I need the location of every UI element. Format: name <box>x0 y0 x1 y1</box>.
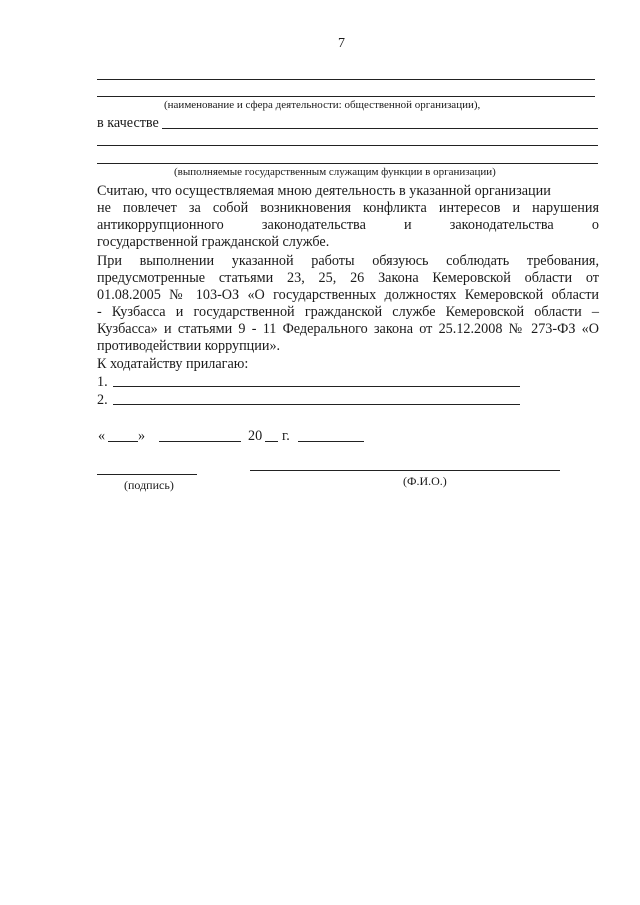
signature-line <box>97 474 197 475</box>
org-line-2 <box>97 96 595 97</box>
date-close-quote: » <box>138 428 146 444</box>
date-year-line <box>265 441 278 442</box>
org-line-1 <box>97 79 595 80</box>
date-open-quote: « <box>98 428 106 444</box>
date-month-line <box>159 441 241 442</box>
name-caption: (Ф.И.О.) <box>403 474 447 488</box>
paragraph1-line-3: антикоррупционного законодательства и законодательства о <box>97 217 599 233</box>
page-number: 7 <box>338 36 345 51</box>
paragraph2-line-4: - Кузбасса и государственной гражданской службе Кемеровской области – <box>97 304 599 320</box>
date-extra-line <box>298 441 364 442</box>
name-line <box>250 470 560 471</box>
role-line-3 <box>97 163 598 164</box>
org-caption: (наименование и сфера деятельности: общественной организации), <box>164 99 481 111</box>
paragraph1-line-2: не повлечет за собой возникновения конфликта интересов и нарушения <box>97 200 599 216</box>
date-year-prefix: 20 <box>248 428 263 444</box>
signature-caption: (подпись) <box>124 478 174 492</box>
paragraph2-line-2: предусмотренные статьями 23, 25, 26 Закона Кемеровской области от <box>97 270 599 286</box>
attach-item-1: 1. <box>97 374 108 390</box>
role-line-1 <box>162 128 598 129</box>
function-caption: (выполняемые государственным служащим функции в организации) <box>174 166 496 178</box>
attach-line-2 <box>113 404 520 405</box>
date-day-line <box>108 441 138 442</box>
attach-line-1 <box>113 386 520 387</box>
attach-label: К ходатайству прилагаю: <box>97 356 249 372</box>
paragraph2-line-6: противодействии коррупции». <box>97 338 281 354</box>
role-line-2 <box>97 145 598 146</box>
date-year-suffix: г. <box>282 428 290 444</box>
paragraph1-line-1: Считаю, что осуществляемая мною деятельность в указанной организации <box>97 183 551 199</box>
paragraph2-line-5: Кузбасса» и статьями 9 - 11 Федерального закона от 25.12.2008 № 273-ФЗ «О <box>97 321 599 337</box>
paragraph1-line-4: государственной гражданской службе. <box>97 234 330 250</box>
attach-item-2: 2. <box>97 392 108 408</box>
as-label: в качестве <box>97 115 159 131</box>
paragraph2-line-1: При выполнении указанной работы обязуюсь соблюдать требования, <box>97 253 599 269</box>
paragraph2-line-3: 01.08.2005 № 103-ОЗ «О государственных должностях Кемеровской области <box>97 287 599 303</box>
